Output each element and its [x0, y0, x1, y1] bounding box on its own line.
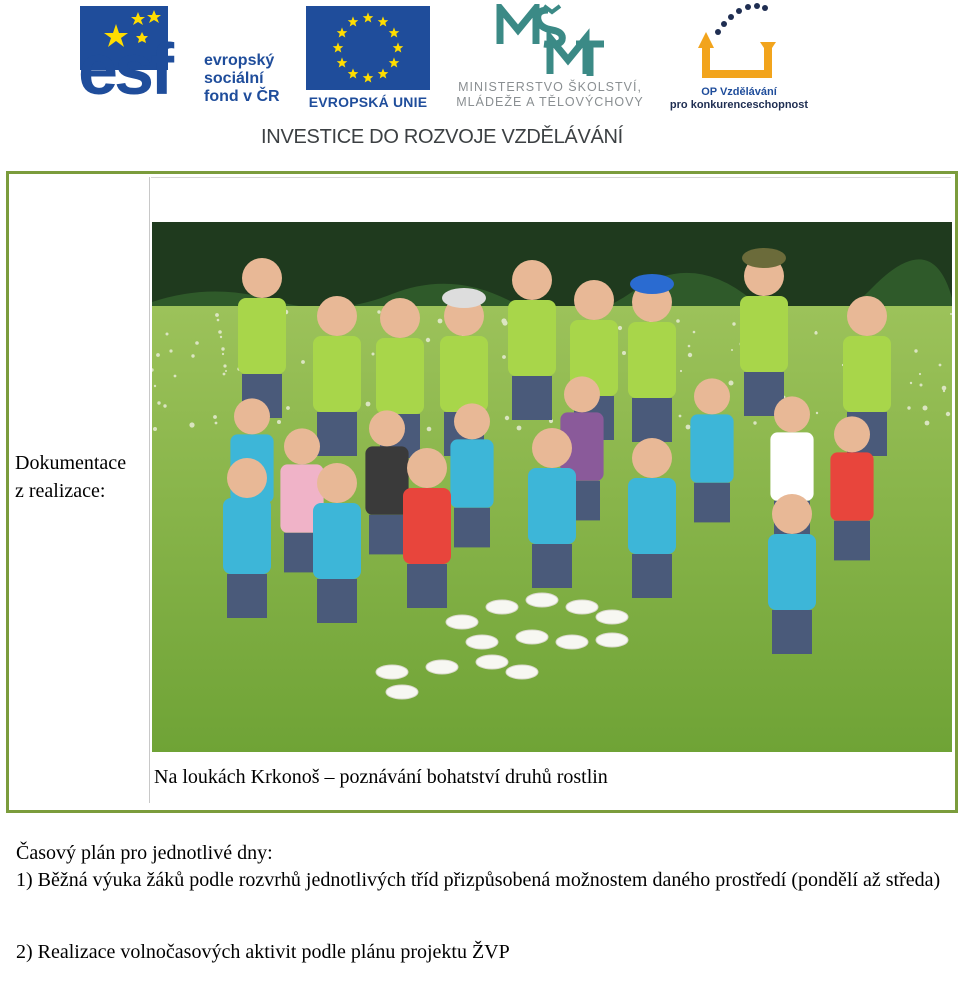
schedule-heading: Časový plán pro jednotlivé dny: [16, 842, 273, 864]
msmt-mark-icon [496, 4, 606, 78]
schedule-section [16, 840, 946, 966]
documentation-label: Dokumentace z realizace: [15, 452, 127, 502]
schedule-item-2: 2) Realizace volnočasových aktivit podle plánu projektu ŽVP [16, 941, 510, 963]
op-mark-icon [694, 2, 784, 82]
photo-caption: Na loukách Krkonoš – poznávání bohatství druhů rostlin [154, 766, 608, 788]
investment-tagline: INVESTICE DO ROZVOJE VZDĚLÁVÁNÍ [261, 126, 623, 148]
photo-cell [151, 177, 951, 804]
msmt-logo [440, 4, 660, 110]
eu-name: EVROPSKÁ UNIE [308, 94, 428, 110]
msmt-name: MINISTERSTVO ŠKOLSTVÍ, MLÁDEŽE A TĚLOVÝCHOVY [456, 80, 644, 109]
esf-logo [78, 4, 296, 110]
eu-flag-icon [306, 6, 430, 90]
eu-logo [304, 6, 432, 112]
esf-wordmark: esf [78, 30, 171, 110]
logo-header [0, 0, 960, 160]
label-cell [11, 177, 150, 803]
op-logo [664, 2, 814, 110]
group-photo [152, 222, 952, 752]
documentation-table [6, 171, 958, 813]
esf-fund-name: evropský sociální fond v ČR [204, 52, 280, 105]
op-name: OP Vzdělávání pro konkurenceschopnost [669, 86, 809, 111]
schedule-item-1: 1) Běžná výuka žáků podle rozvrhů jednotlivých tříd přizpůsobená možnostem daného prostředí (pondělí až středa) [16, 869, 941, 891]
